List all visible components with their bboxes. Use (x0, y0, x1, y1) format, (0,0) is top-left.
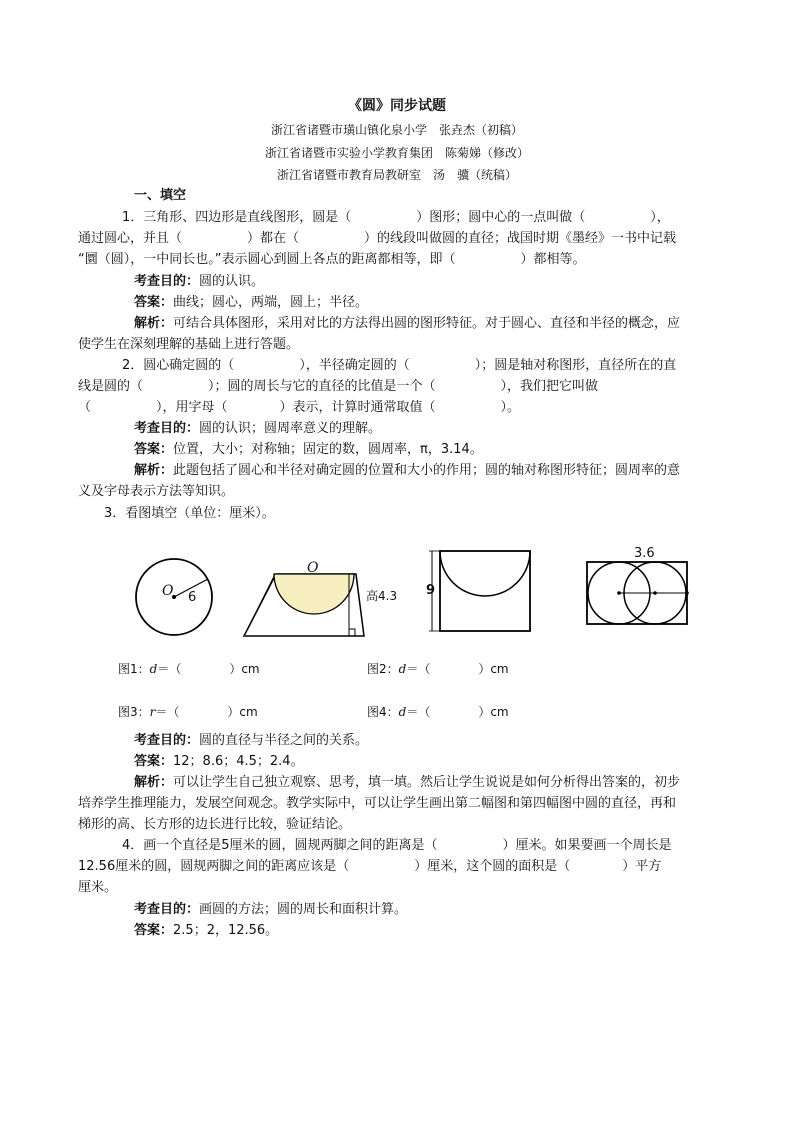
fig2-blank: 图2：d＝（ ）cm (367, 662, 509, 676)
fig1-blank: 图1：d＝（ ）cm (118, 662, 260, 676)
fig4-top-label: 3.6 (634, 546, 655, 561)
fig2-right-angle-mark (349, 629, 355, 636)
q4-line-3: 厘米。 (78, 880, 118, 895)
figure-3-square (426, 548, 536, 634)
q2-goal: 考查目的：圆的认识；圆周率意义的理解。 (134, 421, 382, 436)
author-line-2: 浙江省诸暨市实验小学教育集团 陈菊娣（修改） (264, 146, 529, 160)
q2-line-1: 2．圆心确定圆的（ ），半径确定圆的（ ）；圆是轴对称图形，直径所在的直 (122, 358, 677, 373)
figure-4-rectangle (583, 560, 693, 630)
fig1-radius-label: 6 (188, 590, 197, 605)
q2-analysis-cont: 义及字母表示方法等知识。 (78, 484, 235, 499)
fig3-side-label: 9 (426, 583, 436, 598)
q3-analysis-cont-1: 培养学生推理能力，发展空间观念。教学实际中，可以让学生画出第二幅图和第四幅图中圆的直径，再和 (78, 796, 677, 811)
fig4-right-center-dot (653, 591, 657, 595)
q3-line: 3．看图填空（单位：厘米）。 (104, 506, 275, 521)
q1-answer: 答案：曲线；圆心，两端，圆上；半径。 (134, 295, 369, 310)
q3-answer: 答案：12；8.6；4.5；2.4。 (134, 754, 304, 769)
page-title: 《圆》同步试题 (348, 98, 446, 114)
fig4-left-center-dot (617, 591, 621, 595)
figure-2-trapezoid (240, 562, 370, 642)
fig3-square-outline (440, 551, 530, 631)
q3-goal: 考查目的：圆的直径与半径之间的关系。 (134, 733, 369, 748)
fig4-blank: 图4：d＝（ ）cm (367, 705, 509, 719)
q2-answer: 答案：位置，大小；对称轴；固定的数，圆周率，π，3.14。 (134, 442, 483, 457)
q4-answer: 答案：2.5；2，12.56。 (134, 923, 279, 938)
fig2-inner-left-line (244, 576, 274, 636)
q4-line-2: 12.56厘米的圆，圆规两脚之间的距离应该是（ ）厘米，这个圆的面积是（ ）平方 (78, 859, 662, 874)
fig2-height-label: 高4.3 (366, 589, 398, 603)
q1-line-1: 1．三角形、四边形是直线图形，圆是（ ）图形；圆中心的一点叫做（ ）， (122, 210, 670, 225)
q1-analysis-cont: 使学生在深刻理解的基础上进行答题。 (78, 337, 300, 352)
fig2-center-label: O (307, 560, 319, 576)
section-heading: 一、填空 (134, 188, 187, 203)
fig2-semicircle (274, 574, 354, 614)
fig1-center-label: O (162, 583, 174, 599)
q3-analysis-cont-2: 梯形的高、长方形的边长进行比较，验证结论。 (78, 817, 352, 832)
q1-line-2: 通过圆心，并且（ ）都在（ ）的线段叫做圆的直径；战国时期《墨经》一书中记载 (78, 231, 677, 246)
author-line-3: 浙江省诸暨市教育局教研室 汤 骥（统稿） (276, 168, 517, 182)
fig4-edge-dot (685, 591, 689, 595)
q2-analysis: 解析：此题包括了圆心和半径对确定圆的位置和大小的作用；圆的轴对称图形特征；圆周率的意 (134, 463, 681, 478)
q4-line-1: 4．画一个直径是5厘米的圆，圆规两脚之间的距离是（ ）厘米。如果要画一个周长是 (122, 838, 672, 853)
q4-goal: 考查目的：画圆的方法；圆的周长和面积计算。 (134, 902, 408, 917)
q3-analysis: 解析：可以让学生自己独立观察、思考，填一填。然后让学生说说是如何分析得出答案的，初步 (134, 775, 681, 790)
author-line-1: 浙江省诸暨市璜山镇化泉小学 张垚杰（初稿） (270, 123, 523, 137)
q1-analysis: 解析：可结合具体图形，采用对比的方法得出圆的图形特征。对于圆心、直径和半径的概念，应 (134, 316, 681, 331)
fig3-blank: 图3：r＝（ ）cm (118, 705, 258, 719)
fig3-semicircle (440, 551, 530, 596)
q2-line-2: 线是圆的（ ）；圆的周长与它的直径的比值是一个（ ），我们把它叫做 (78, 379, 599, 394)
q1-line-3: “圜（圆），一中同长也。”表示圆心到圆上各点的距离都相等，即（ ）都相等。 (78, 252, 586, 267)
q1-goal: 考查目的：圆的认识。 (134, 274, 265, 289)
fig2-inner-right-line (356, 576, 364, 636)
figure-1-circle (130, 553, 220, 643)
q2-line-3: （ ），用字母（ ）表示，计算时通常取值（ ）。 (78, 400, 521, 415)
